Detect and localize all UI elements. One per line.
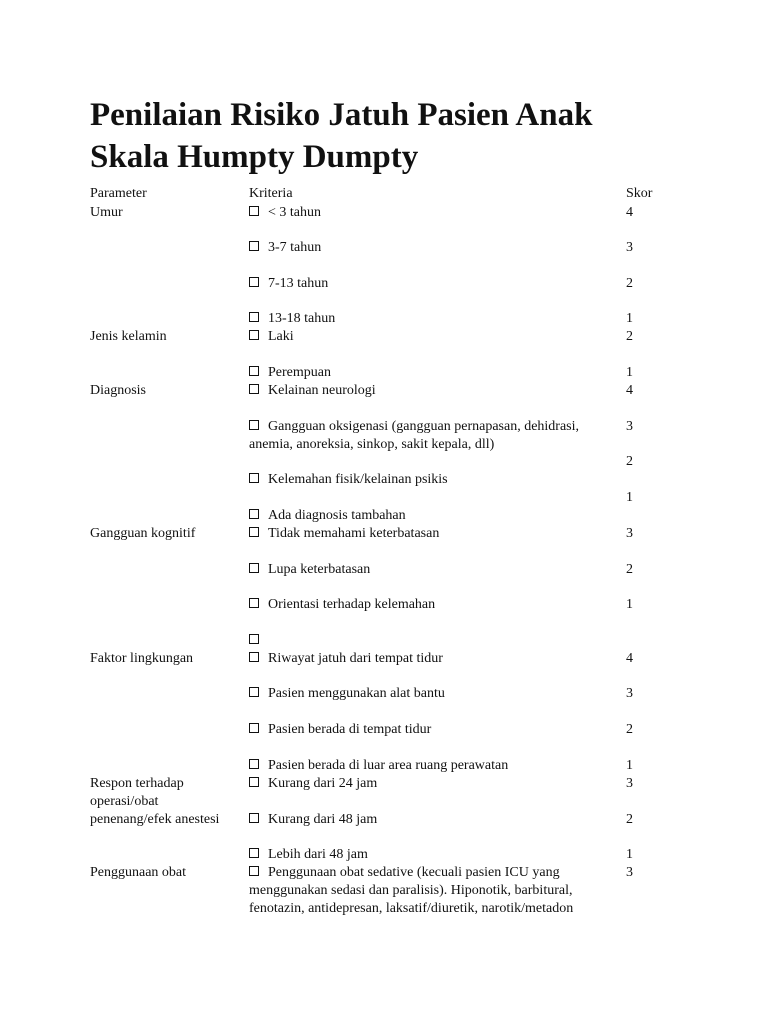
title-line-1: Penilaian Risiko Jatuh Pasien Anak xyxy=(90,97,593,133)
checkbox[interactable] xyxy=(249,206,259,216)
page-title xyxy=(90,94,730,178)
checkbox[interactable] xyxy=(249,848,259,858)
criteria-item: Pasien berada di tempat tidur xyxy=(249,721,431,739)
checkbox[interactable] xyxy=(249,473,259,483)
score-value: 2 xyxy=(626,812,633,827)
checkbox[interactable] xyxy=(249,598,259,608)
score-value: 2 xyxy=(626,454,633,469)
criteria-item: Penggunaan obat sedative (kecuali pasien ICU yang xyxy=(249,864,560,882)
param-diagnosis: Diagnosis xyxy=(90,383,146,398)
criteria-item: 13-18 tahun xyxy=(249,310,335,328)
score-value: 3 xyxy=(626,240,633,255)
criteria-item: Orientasi terhadap kelemahan xyxy=(249,596,435,614)
criteria-item: Kelainan neurologi xyxy=(249,382,376,400)
criteria-item: Kurang dari 24 jam xyxy=(249,775,377,793)
score-value: 2 xyxy=(626,329,633,344)
checkbox[interactable] xyxy=(249,384,259,394)
score-value: 3 xyxy=(626,686,633,701)
param-faktor-lingkungan: Faktor lingkungan xyxy=(90,651,194,666)
checkbox[interactable] xyxy=(249,652,259,662)
checkbox[interactable] xyxy=(249,687,259,697)
criteria-item: < 3 tahun xyxy=(249,204,321,222)
checkbox[interactable] xyxy=(249,723,259,733)
checkbox[interactable] xyxy=(249,866,259,876)
criteria-item: Tidak memahami keterbatasan xyxy=(249,525,439,543)
criteria-item: Kurang dari 48 jam xyxy=(249,811,377,829)
score-value: 2 xyxy=(626,276,633,291)
criteria-item: Perempuan xyxy=(249,364,331,382)
checkbox[interactable] xyxy=(249,366,259,376)
checkbox[interactable] xyxy=(249,563,259,573)
score-value: 1 xyxy=(626,847,633,862)
param-respon-line-1: Respon terhadap xyxy=(90,776,184,791)
checkbox[interactable] xyxy=(249,312,259,322)
score-value: 1 xyxy=(626,597,633,612)
score-value: 1 xyxy=(626,490,633,505)
score-value: 1 xyxy=(626,311,633,326)
param-umur: Umur xyxy=(90,205,123,220)
criteria-item: Pasien menggunakan alat bantu xyxy=(249,685,445,703)
criteria-item: 3-7 tahun xyxy=(249,239,321,257)
param-gangguan-kognitif: Gangguan kognitif xyxy=(90,526,196,541)
criteria-item-continued: anemia, anoreksia, sinkop, sakit kepala, dll) xyxy=(249,437,495,452)
checkbox[interactable] xyxy=(249,527,259,537)
criteria-item: Laki xyxy=(249,328,294,346)
checkbox[interactable] xyxy=(249,634,259,644)
checkbox[interactable] xyxy=(249,330,259,340)
criteria-item: Kelemahan fisik/kelainan psikis xyxy=(249,471,448,489)
criteria-item: Riwayat jatuh dari tempat tidur xyxy=(249,650,443,668)
checkbox[interactable] xyxy=(249,277,259,287)
param-penggunaan-obat: Penggunaan obat xyxy=(90,865,187,880)
score-value: 3 xyxy=(626,865,633,880)
score-value: 3 xyxy=(626,419,633,434)
score-value: 1 xyxy=(626,365,633,380)
score-value: 2 xyxy=(626,722,633,737)
checkbox[interactable] xyxy=(249,759,259,769)
header-score: Skor xyxy=(626,186,653,201)
checkbox[interactable] xyxy=(249,777,259,787)
criteria-item: Lupa keterbatasan xyxy=(249,561,370,579)
criteria-item: Pasien berada di luar area ruang perawatan xyxy=(249,757,508,775)
param-respon-line-2: operasi/obat xyxy=(90,794,159,809)
criteria-item: Lebih dari 48 jam xyxy=(249,846,368,864)
param-respon-line-3: penenang/efek anestesi xyxy=(90,812,220,827)
criteria-item-continued: fenotazin, antidepresan, laksatif/diuretik, narotik/metadon xyxy=(249,901,574,916)
score-value: 2 xyxy=(626,562,633,577)
param-jenis-kelamin: Jenis kelamin xyxy=(90,329,167,344)
checkbox[interactable] xyxy=(249,241,259,251)
score-value: 3 xyxy=(626,526,633,541)
title-line-2: Skala Humpty Dumpty xyxy=(90,139,419,175)
header-parameter: Parameter xyxy=(90,186,147,201)
checkbox[interactable] xyxy=(249,509,259,519)
score-value: 4 xyxy=(626,205,633,220)
score-value: 4 xyxy=(626,651,633,666)
criteria-item: 7-13 tahun xyxy=(249,275,328,293)
checkbox[interactable] xyxy=(249,813,259,823)
criteria-item-empty xyxy=(249,632,268,650)
header-criteria: Kriteria xyxy=(249,186,293,201)
score-value: 3 xyxy=(626,776,633,791)
criteria-item-continued: menggunakan sedasi dan paralisis). Hiponotik, barbitural, xyxy=(249,883,573,898)
score-value: 1 xyxy=(626,758,633,773)
checkbox[interactable] xyxy=(249,420,259,430)
criteria-item: Gangguan oksigenasi (gangguan pernapasan, dehidrasi, xyxy=(249,418,579,436)
score-value: 4 xyxy=(626,383,633,398)
criteria-item: Ada diagnosis tambahan xyxy=(249,507,406,525)
